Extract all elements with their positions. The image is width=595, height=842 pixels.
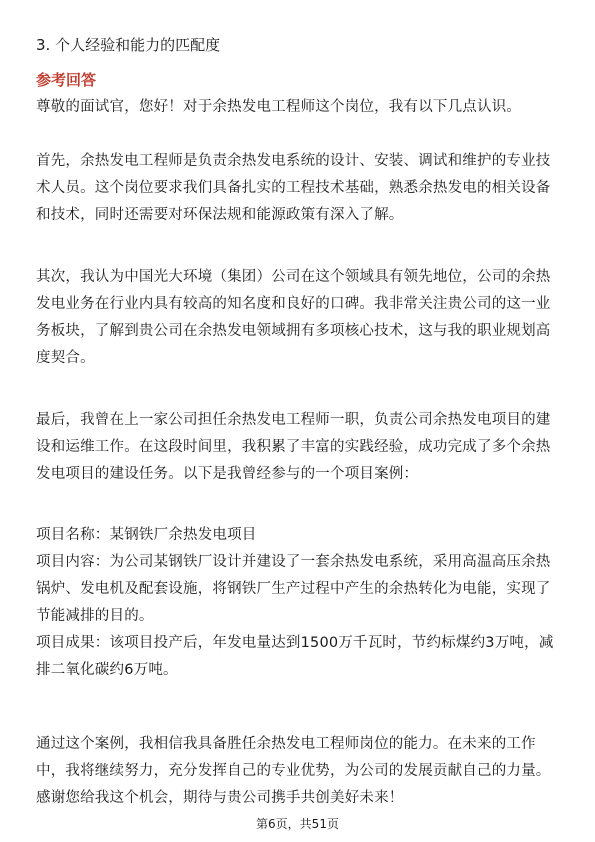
paragraph-third (36, 407, 559, 488)
section-heading: 3. 个人经验和能力的匹配度 (36, 36, 221, 54)
paragraph-text: 其次，我认为中国光大环境（集团）公司在这个领域具有领先地位，公司的余热发电业务在行业内具有较高的知名度和良好的口碑。我非常关注贵公司的这一业务板块，了解到贵公司在余热发电领域拥有多项核心技术，这与我的职业规划高度契合。 (36, 269, 551, 366)
project-case-block (36, 522, 559, 684)
project-result: 项目成果：该项目投产后，年发电量达到1500万千瓦时，节约标煤约3万吨，减排二氧化碳约6万吨。 (36, 635, 554, 678)
paragraph-text: 首先，余热发电工程师是负责余热发电系统的设计、安装、调试和维护的专业技术人员。这个岗位要求我们具备扎实的工程技术基础，熟悉余热发电的相关设备和技术，同时还需要对环保法规和能源政策有深入了解。 (36, 153, 551, 223)
paragraph-text: 通过这个案例，我相信我具备胜任余热发电工程师岗位的能力。在未来的工作中，我将继续努力，充分发挥自己的专业优势，为公司的发展贡献自己的力量。感谢您给我这个机会，期待与贵公司携手共创美好未来！ (36, 736, 551, 806)
reference-answer-label: 参考回答 (36, 71, 97, 89)
paragraph-text: 最后，我曾在上一家公司担任余热发电工程师一职，负责公司余热发电项目的建设和运维工作。在这段时间里，我积累了丰富的实践经验，成功完成了多个余热发电项目的建设任务。以下是我曾经参与的一个项目案例： (36, 412, 551, 482)
paragraph-text: 尊敬的面试官，您好！对于余热发电工程师这个岗位，我有以下几点认识。 (36, 99, 522, 115)
project-name: 项目名称：某钢铁厂余热发电项目 (36, 527, 257, 543)
paragraph-greeting (36, 94, 559, 121)
project-content: 项目内容：为公司某钢铁厂设计并建设了一套余热发电系统，采用高温高压余热锅炉、发电机及配套设施，将钢铁厂生产过程中产生的余热转化为电能，实现了节能减排的目的。 (36, 554, 551, 624)
page-number-footer: 第6页，共51页 (256, 817, 339, 831)
paragraph-first (36, 148, 559, 229)
paragraph-closing (36, 731, 559, 812)
paragraph-second (36, 264, 559, 372)
